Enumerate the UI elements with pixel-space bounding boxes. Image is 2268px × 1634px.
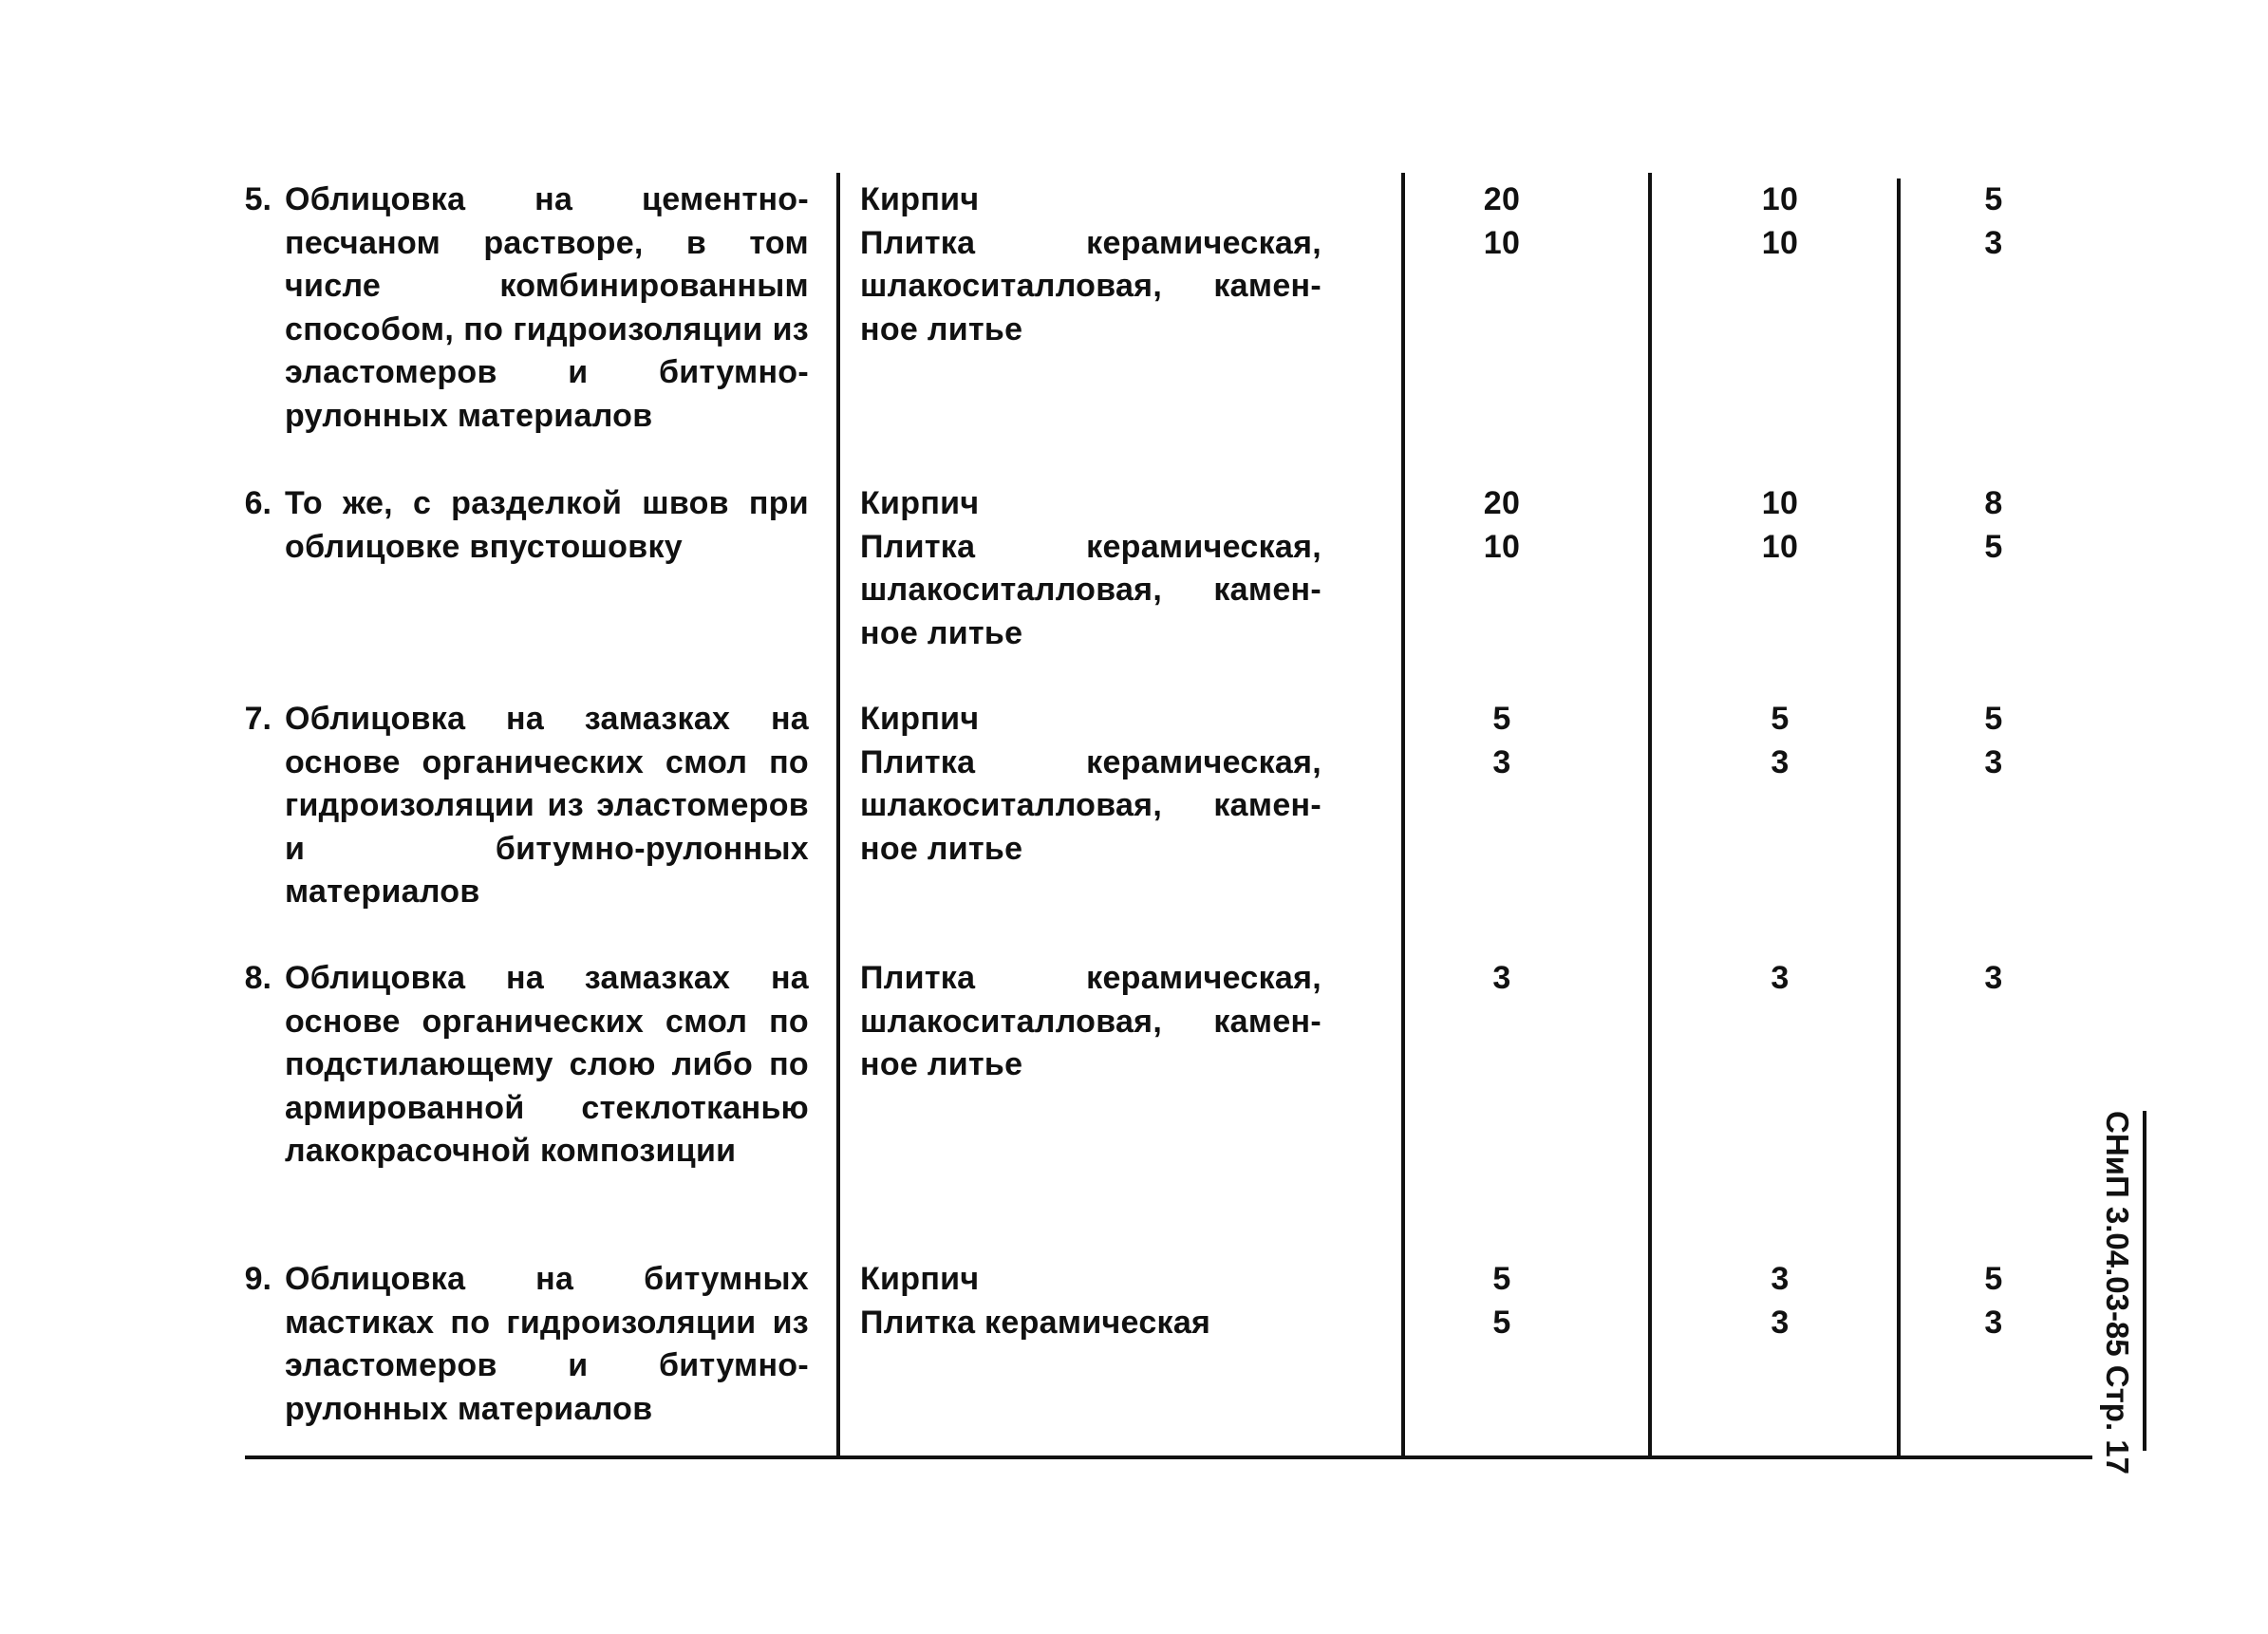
value-column-3 xyxy=(1932,178,2055,265)
value-cell: 3 xyxy=(1984,224,2003,261)
value-cell: 5 xyxy=(1492,1261,1511,1297)
material-line: ное литье xyxy=(860,614,1023,651)
value-column-1 xyxy=(1440,178,1564,265)
value-column-1 xyxy=(1440,957,1564,1001)
value-cell: 5 xyxy=(1771,701,1790,737)
material-line: шлакоситалловая, камен- xyxy=(860,787,1321,823)
material-line: Плитка керамическая, xyxy=(860,528,1321,565)
value-cell: 3 xyxy=(1492,960,1511,996)
row-number: 9. xyxy=(244,1261,272,1297)
row-number: 5. xyxy=(244,181,272,217)
row-materials xyxy=(860,698,1321,871)
value-cell: 3 xyxy=(1492,743,1511,780)
row-number: 6. xyxy=(244,485,272,521)
document-code: СНиП 3.04.03-85 Стр. 17 xyxy=(2100,1111,2135,1474)
value-cell: 5 xyxy=(1984,1261,2003,1297)
value-cell: 3 xyxy=(1984,743,2003,780)
table-bottom-rule xyxy=(245,1456,2092,1459)
material-line: Плитка керамическая, xyxy=(860,743,1321,780)
value-column-2 xyxy=(1718,482,1842,569)
material-line: Плитка керамическая, xyxy=(860,960,1321,996)
value-cell: 10 xyxy=(1761,485,1799,521)
footer-code-rule xyxy=(2143,1111,2146,1451)
row-materials xyxy=(860,178,1321,351)
value-cell: 3 xyxy=(1771,960,1790,996)
row-description: Облицовка на замазках на основе органических смол по подстилающему слою либо по армированной стеклотканью лакокрасочной композиции xyxy=(285,960,809,1169)
value-column-2 xyxy=(1718,698,1842,784)
value-column-2 xyxy=(1718,957,1842,1001)
value-cell: 8 xyxy=(1984,485,2003,521)
value-cell: 10 xyxy=(1761,181,1799,217)
row-description: То же, с разделкой швов при облицовке впустошовку xyxy=(285,485,809,565)
value-column-3 xyxy=(1932,698,2055,784)
row-number: 7. xyxy=(244,701,272,737)
value-cell: 5 xyxy=(1984,181,2003,217)
material-line: Кирпич xyxy=(860,701,980,737)
value-column-3 xyxy=(1932,1258,2055,1344)
value-column-1 xyxy=(1440,482,1564,569)
material-line: Плитка керамическая, xyxy=(860,224,1321,261)
material-line: шлакоситалловая, камен- xyxy=(860,572,1321,608)
value-cell: 3 xyxy=(1984,1304,2003,1341)
row-description: Облицовка на цементно-песчаном растворе, в том числе комбинированным способом, по гидроизоляции из эластомеров и битумно-рулонных материалов xyxy=(285,181,809,434)
value-cell: 3 xyxy=(1771,1304,1790,1341)
value-cell: 20 xyxy=(1483,485,1521,521)
value-cell: 10 xyxy=(1483,528,1521,565)
material-line: ное литье xyxy=(860,310,1023,347)
value-column-1 xyxy=(1440,698,1564,784)
value-cell: 10 xyxy=(1761,224,1799,261)
column-divider-value-2 xyxy=(1897,178,1901,1458)
value-cell: 3 xyxy=(1984,960,2003,996)
value-cell: 3 xyxy=(1771,1261,1790,1297)
value-column-3 xyxy=(1932,482,2055,569)
value-column-3 xyxy=(1932,957,2055,1001)
row-materials xyxy=(860,1258,1321,1344)
material-line: Кирпич xyxy=(860,181,980,217)
row-number: 8. xyxy=(244,960,272,996)
material-line: ное литье xyxy=(860,830,1023,867)
material-line: ное литье xyxy=(860,1046,1023,1082)
value-column-2 xyxy=(1718,178,1842,265)
row-materials xyxy=(860,957,1321,1087)
material-line: Кирпич xyxy=(860,485,980,521)
material-line: Кирпич xyxy=(860,1261,980,1297)
value-cell: 5 xyxy=(1984,701,2003,737)
value-cell: 10 xyxy=(1483,224,1521,261)
material-line: шлакоситалловая, камен- xyxy=(860,268,1321,304)
value-column-2 xyxy=(1718,1258,1842,1344)
value-cell: 20 xyxy=(1483,181,1521,217)
row-materials xyxy=(860,482,1321,655)
column-divider-description xyxy=(836,173,840,1458)
value-cell: 5 xyxy=(1492,1304,1511,1341)
column-divider-value-1 xyxy=(1648,173,1652,1458)
value-cell: 10 xyxy=(1761,528,1799,565)
value-cell: 5 xyxy=(1492,701,1511,737)
value-column-1 xyxy=(1440,1258,1564,1344)
material-line: Плитка керамическая xyxy=(860,1304,1211,1341)
value-cell: 3 xyxy=(1771,743,1790,780)
material-line: шлакоситалловая, камен- xyxy=(860,1003,1321,1040)
value-cell: 5 xyxy=(1984,528,2003,565)
row-description: Облицовка на битумных мастиках по гидроизоляции из эластомеров и битумно-рулонных материалов xyxy=(285,1261,809,1427)
column-divider-material xyxy=(1401,173,1405,1458)
row-description: Облицовка на замазках на основе органических смол по гидроизоляции из эластомеров и битумно-рулонных материалов xyxy=(285,701,809,910)
